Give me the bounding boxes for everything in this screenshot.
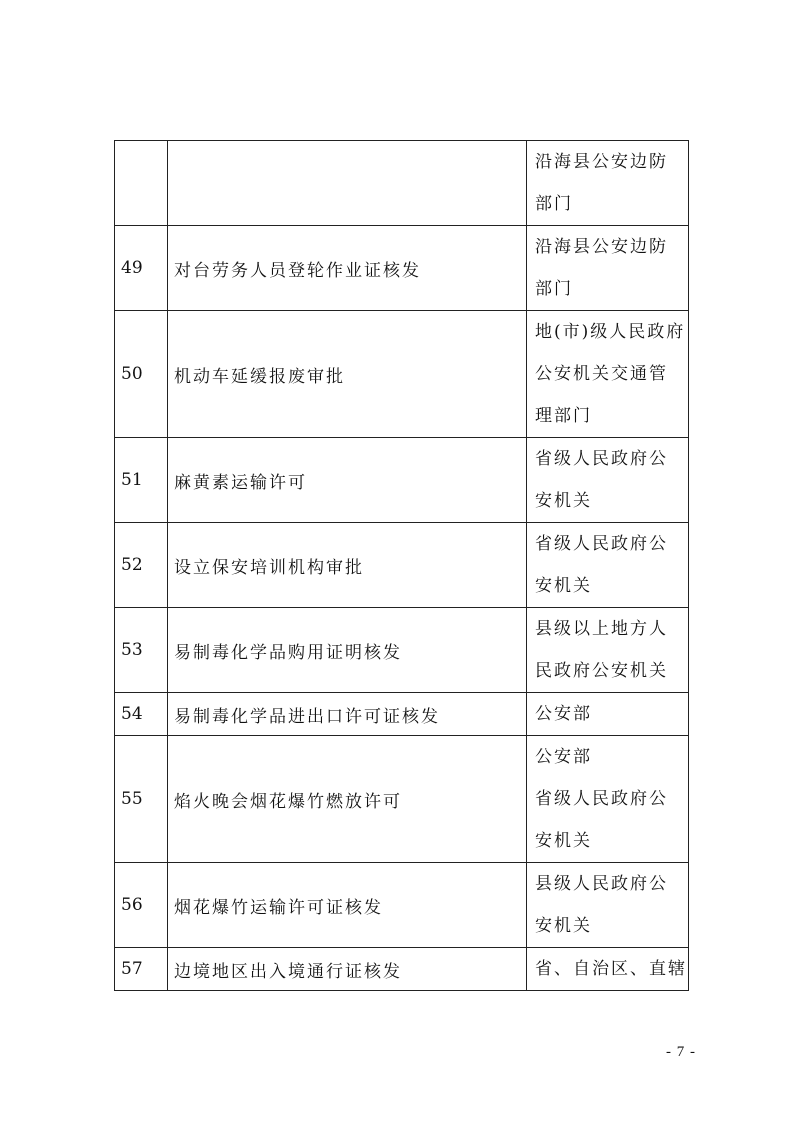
authority-line: 安机关 [535,576,592,596]
table-row [115,948,689,991]
table-row [115,311,689,438]
row-number: 56 [115,863,168,948]
authority-line: 民政府公安机关 [535,661,668,681]
authority-line: 省级人民政府公 [535,449,668,469]
authority [527,736,689,863]
item-name: 对台劳务人员登轮作业证核发 [168,226,527,311]
authority [527,141,689,226]
authority-line: 县级人民政府公 [535,874,668,894]
authority-line: 安机关 [535,916,592,936]
item-name: 设立保安培训机构审批 [168,523,527,608]
table-row [115,736,689,863]
authority-line: 沿海县公安边防 [535,152,668,172]
row-number: 55 [115,736,168,863]
row-number: 52 [115,523,168,608]
item-name: 边境地区出入境通行证核发 [168,948,527,991]
table-row [115,693,689,736]
table-row [115,523,689,608]
authority-line: 公安部 [535,747,592,767]
authority [527,226,689,311]
item-name: 麻黄素运输许可 [168,438,527,523]
item-name [168,141,527,226]
authority [527,523,689,608]
authority-line: 公安机关交通管 [535,364,668,384]
row-number: 49 [115,226,168,311]
authority [527,948,689,991]
authority-line: 县级以上地方人 [535,619,668,639]
authority [527,311,689,438]
row-number: 50 [115,311,168,438]
items-table [114,140,689,991]
row-number: 53 [115,608,168,693]
authority-line: 省级人民政府公 [535,534,668,554]
table-row [115,438,689,523]
table-row [115,608,689,693]
item-name: 易制毒化学品进出口许可证核发 [168,693,527,736]
authority-line: 省、自治区、直辖 [535,959,687,979]
authority-line: 安机关 [535,831,592,851]
authority-line: 省级人民政府公 [535,789,668,809]
row-number: 57 [115,948,168,991]
table-row [115,141,689,226]
item-name: 机动车延缓报废审批 [168,311,527,438]
authority [527,863,689,948]
authority-line: 沿海县公安边防 [535,237,668,257]
authority [527,693,689,736]
authority [527,608,689,693]
table-row [115,863,689,948]
row-number: 54 [115,693,168,736]
row-number [115,141,168,226]
item-name: 烟花爆竹运输许可证核发 [168,863,527,948]
authority-line: 理部门 [535,406,592,426]
item-name: 焰火晚会烟花爆竹燃放许可 [168,736,527,863]
table-row [115,226,689,311]
authority-line: 地(市)级人民政府 [535,322,686,342]
page-number: - 7 - [666,1044,696,1060]
row-number: 51 [115,438,168,523]
authority-line: 部门 [535,279,573,299]
item-name: 易制毒化学品购用证明核发 [168,608,527,693]
authority [527,438,689,523]
authority-line: 安机关 [535,491,592,511]
authority-line: 公安部 [535,704,592,724]
authority-line: 部门 [535,194,573,214]
